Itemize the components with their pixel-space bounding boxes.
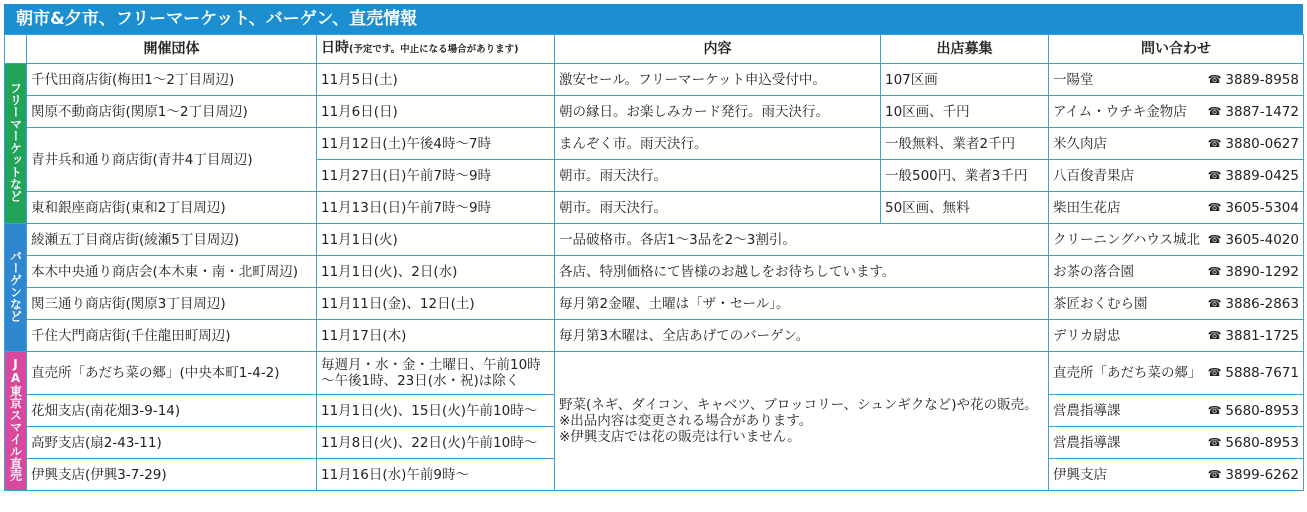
contact-cell (1049, 96, 1304, 128)
org-cell: 関三通り商店街(関原3丁目周辺) (27, 288, 317, 320)
content-cell: 毎月第3木曜は、全店あげてのバーゲン。 (555, 320, 1049, 352)
table-row (5, 128, 1304, 160)
table-row (5, 352, 1304, 395)
telephone-icon: ☎ (1207, 403, 1222, 417)
tel-number: 3605-4020 (1225, 231, 1299, 248)
contact-name: アイム・ウチキ金物店 (1053, 103, 1187, 120)
contact-name: 直売所「あだち菜の郷」 (1053, 365, 1202, 381)
contact-name: 営農指導課 (1053, 402, 1121, 419)
org-cell: 花畑支店(南花畑3-9-14) (27, 395, 317, 427)
org-cell: 高野支店(扇2-43-11) (27, 427, 317, 459)
org-cell: 綾瀬五丁目商店街(綾瀬5丁目周辺) (27, 224, 317, 256)
contact-cell (1049, 352, 1304, 395)
contact-name: 一陽堂 (1053, 71, 1094, 88)
header-org: 開催団体 (27, 35, 317, 64)
contact-name: 八百俊青果店 (1053, 167, 1134, 184)
telephone-icon: ☎ (1207, 328, 1222, 342)
contact-name: クリーニングハウス城北 (1053, 231, 1201, 248)
telephone-icon: ☎ (1207, 296, 1222, 310)
booths-cell: 10区画、千円 (881, 96, 1049, 128)
org-cell: 伊興支店(伊興3-7-29) (27, 459, 317, 491)
content-cell: まんぞく市。雨天決行。 (555, 128, 881, 160)
booths-cell: 一般無料、業者2千円 (881, 128, 1049, 160)
header-date-label: 日時 (321, 40, 349, 56)
date-cell: 11月8日(火)、22日(火)午前10時～ (317, 427, 555, 459)
contact-cell (1049, 256, 1304, 288)
tel-number: 3899-6262 (1225, 466, 1299, 483)
tel-number: 5680-8953 (1225, 434, 1299, 451)
table-row (5, 192, 1304, 224)
content-cell: 激安セール。フリーマーケット申込受付中。 (555, 64, 881, 96)
telephone-icon: ☎ (1207, 232, 1222, 246)
date-cell: 毎週月・水・金・土曜日、午前10時～午後1時、23日(水・祝)は除く (317, 352, 555, 395)
content-cell: 野菜(ネギ、ダイコン、キャベツ、ブロッコリー、シュンギクなど)や花の販売。 ※出品内容は変更される場合があります。 ※伊興支店では花の販売は行いません。 (555, 352, 1049, 491)
telephone-icon: ☎ (1207, 104, 1222, 118)
contact-name: デリカ尉忠 (1053, 327, 1121, 344)
org-cell: 千代田商店街(梅田1～2丁目周辺) (27, 64, 317, 96)
date-cell: 11月13日(日)午前7時～9時 (317, 192, 555, 224)
org-cell: 直売所「あだち菜の郷」(中央本町1-4-2) (27, 352, 317, 395)
header-content: 内容 (555, 35, 881, 64)
table-row (5, 256, 1304, 288)
tel-number: 3889-0425 (1225, 167, 1299, 184)
tel-number: 3890-1292 (1225, 263, 1299, 280)
header-date-note: (予定です。中止になる場合があります) (349, 44, 519, 55)
content-cell: 各店、特別価格にて皆様のお越しをお待ちしています。 (555, 256, 1049, 288)
contact-cell (1049, 288, 1304, 320)
table-header-row (5, 35, 1304, 64)
content-cell: 毎月第2金曜、土曜は「ザ・セール」。 (555, 288, 1049, 320)
header-date (317, 35, 555, 64)
date-cell: 11月6日(日) (317, 96, 555, 128)
content-cell: 朝市。雨天決行。 (555, 160, 881, 192)
header-contact: 問い合わせ (1049, 35, 1304, 64)
content-cell: 一品破格市。各店1～3品を2～3割引。 (555, 224, 1049, 256)
content-cell: 朝市。雨天決行。 (555, 192, 881, 224)
tel-number: 3881-1725 (1225, 327, 1299, 344)
contact-cell (1049, 160, 1304, 192)
tel-number: 3887-1472 (1225, 103, 1299, 120)
contact-cell (1049, 395, 1304, 427)
tel-number: 3880-0627 (1225, 135, 1299, 152)
table-row (5, 64, 1304, 96)
org-cell: 東和銀座商店街(東和2丁目周辺) (27, 192, 317, 224)
telephone-icon: ☎ (1207, 72, 1222, 86)
date-cell: 11月1日(火) (317, 224, 555, 256)
date-cell: 11月12日(土)午後4時～7時 (317, 128, 555, 160)
contact-cell (1049, 128, 1304, 160)
date-cell: 11月11日(金)、12日(土) (317, 288, 555, 320)
date-cell: 11月1日(火)、2日(水) (317, 256, 555, 288)
section-label-ja: JA東京スマイル直売 (5, 352, 27, 491)
contact-name: 米久肉店 (1053, 135, 1107, 152)
contact-name: お茶の落合園 (1053, 263, 1134, 280)
date-cell: 11月1日(火)、15日(火)午前10時～ (317, 395, 555, 427)
events-table (4, 34, 1304, 491)
content-cell: 朝の縁日。お楽しみカード発行。雨天決行。 (555, 96, 881, 128)
telephone-icon: ☎ (1207, 366, 1222, 379)
booths-cell: 一般500円、業者3千円 (881, 160, 1049, 192)
date-cell: 11月5日(土) (317, 64, 555, 96)
header-blank (5, 35, 27, 64)
org-cell: 本木中央通り商店会(本木東・南・北町周辺) (27, 256, 317, 288)
table-row (5, 224, 1304, 256)
table-row (5, 96, 1304, 128)
booths-cell: 50区画、無料 (881, 192, 1049, 224)
section-label-flea: フリーマーケットなど (5, 64, 27, 224)
contact-name: 柴田生花店 (1053, 199, 1121, 216)
telephone-icon: ☎ (1207, 168, 1222, 182)
contact-cell (1049, 320, 1304, 352)
header-booths: 出店募集 (881, 35, 1049, 64)
date-cell: 11月27日(日)午前7時～9時 (317, 160, 555, 192)
table-row (5, 288, 1304, 320)
tel-number: 3889-8958 (1225, 71, 1299, 88)
booths-cell: 107区画 (881, 64, 1049, 96)
contact-cell (1049, 192, 1304, 224)
telephone-icon: ☎ (1207, 467, 1222, 481)
telephone-icon: ☎ (1207, 264, 1222, 278)
contact-cell (1049, 459, 1304, 491)
page-title: 朝市&夕市、フリーマーケット、バーゲン、直売情報 (4, 4, 1303, 34)
contact-cell (1049, 64, 1304, 96)
telephone-icon: ☎ (1207, 200, 1222, 214)
date-cell: 11月17日(木) (317, 320, 555, 352)
contact-cell (1049, 427, 1304, 459)
date-cell: 11月16日(水)午前9時～ (317, 459, 555, 491)
contact-name: 伊興支店 (1053, 466, 1107, 483)
telephone-icon: ☎ (1207, 136, 1222, 150)
section-label-bargain: バーゲンなど (5, 224, 27, 352)
contact-name: 茶匠おくむら園 (1053, 295, 1148, 312)
tel-number: 3886-2863 (1225, 295, 1299, 312)
org-cell: 青井兵和通り商店街(青井4丁目周辺) (27, 128, 317, 192)
table-row (5, 320, 1304, 352)
org-cell: 千住大門商店街(千住龍田町周辺) (27, 320, 317, 352)
org-cell: 関原不動商店街(関原1～2丁目周辺) (27, 96, 317, 128)
tel-number: 5680-8953 (1225, 402, 1299, 419)
contact-cell (1049, 224, 1304, 256)
tel-number: 5888-7671 (1225, 365, 1299, 381)
telephone-icon: ☎ (1207, 435, 1222, 449)
tel-number: 3605-5304 (1225, 199, 1299, 216)
contact-name: 営農指導課 (1053, 434, 1121, 451)
